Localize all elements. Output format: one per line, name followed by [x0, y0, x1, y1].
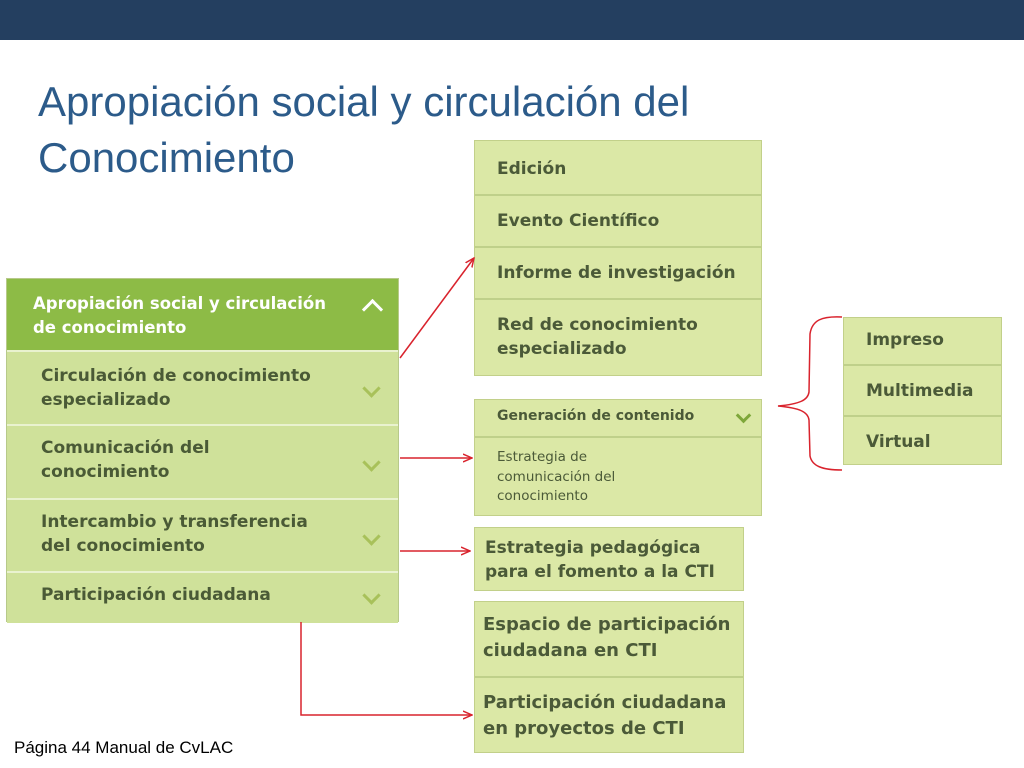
page-footer: Página 44 Manual de CvLAC	[14, 738, 234, 757]
accordion-header-label: Apropiación social y circulación de conocimiento	[33, 294, 326, 337]
submenu-item-label[interactable]: Espacio de participación ciudadana en CTI	[483, 614, 731, 661]
submenu-item-label[interactable]: Estrategia de comunicación del conocimiento	[497, 449, 616, 504]
type-item-label[interactable]: Impreso	[866, 330, 944, 350]
submenu-item-label[interactable]: Edición	[497, 159, 567, 179]
submenu-item-label[interactable]: Generación de contenido	[497, 408, 695, 424]
curly-bracket	[778, 317, 842, 470]
submenu-item-label[interactable]: Participación ciudadana en proyectos de CTI	[483, 692, 727, 739]
arrow-to-participacion	[301, 622, 472, 715]
arrow-to-circulacion	[400, 258, 474, 358]
menu-item-label: Comunicación del conocimiento	[41, 438, 210, 482]
submenu-item-label[interactable]: Red de conocimiento especializado	[497, 315, 698, 359]
type-item-label[interactable]: Virtual	[866, 432, 931, 452]
type-item-label[interactable]: Multimedia	[866, 381, 974, 401]
submenu-item-label[interactable]: Evento Científico	[497, 211, 660, 231]
slide-title: Apropiación social y circulación del Conocimiento	[38, 78, 690, 181]
menu-item-label: Circulación de conocimiento especializado	[41, 366, 311, 410]
submenu-item-label[interactable]: Informe de investigación	[497, 263, 736, 283]
submenu-item-label[interactable]: Estrategia pedagógica para el fomento a la CTI	[485, 538, 715, 582]
menu-item-label: Participación ciudadana	[41, 585, 271, 605]
menu-item-label: Intercambio y transferencia del conocimiento	[41, 512, 308, 556]
